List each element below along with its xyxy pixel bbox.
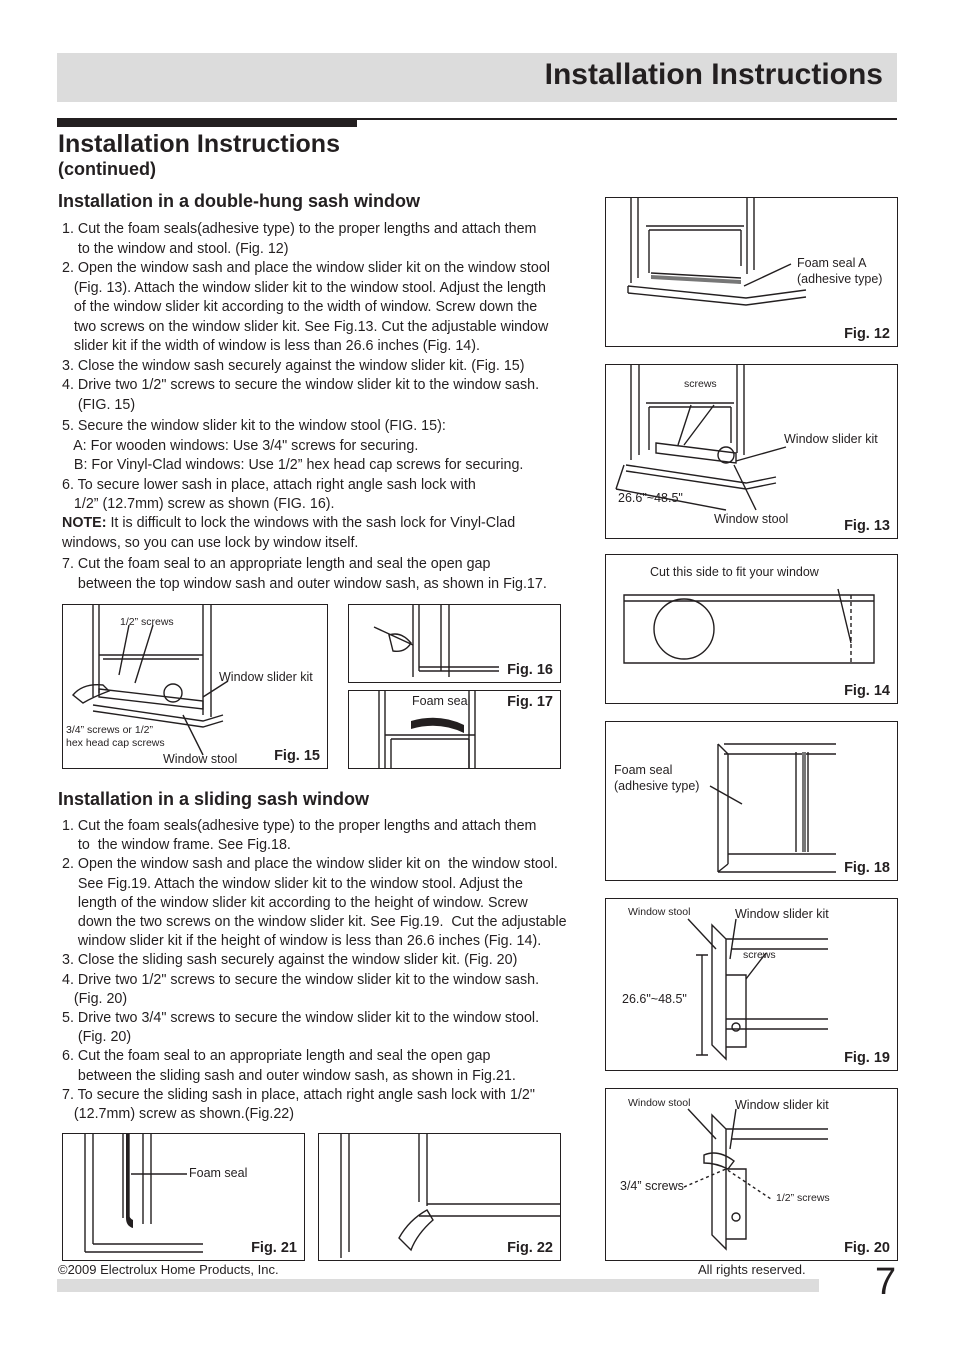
step-line: two screws on the window slider kit. See Fig.13. Cut the adjustable window	[62, 318, 549, 335]
fig13-stool: Window stool	[714, 512, 789, 526]
figure-20-drawing	[606, 1089, 897, 1260]
figure-19	[605, 898, 898, 1071]
step-line: 3. Close the window sash securely against the window slider kit. (Fig. 15)	[62, 357, 525, 374]
note-text: It is difficult to lock the windows with the sash lock for Vinyl-Clad	[106, 515, 516, 531]
note-block	[62, 514, 515, 553]
fig12-callout: Foam seal A (adhesive type)	[797, 256, 883, 286]
fig20-screws12: 1/2” screws	[776, 1192, 830, 1204]
fig19-stool: Window stool	[628, 906, 691, 918]
step-line: B: For Vinyl-Clad windows: Use 1/2” hex head cap screws for securing.	[62, 457, 524, 473]
step-line: (12.7mm) screw as shown.(Fig.22)	[62, 1106, 294, 1123]
fig17-seal: Foam seal	[412, 694, 471, 708]
fig13-screws: screws	[684, 378, 717, 390]
figure-12	[605, 197, 898, 347]
note-text: windows, so you can use lock by window itself.	[62, 534, 359, 551]
footer-bar	[57, 1279, 819, 1292]
fig12-label: Fig. 12	[844, 326, 890, 342]
fig15-screws: 1/2” screws	[120, 616, 174, 628]
step-line: 2. Open the window sash and place the window slider kit on the window stool	[62, 260, 550, 276]
step-line: 1. Cut the foam seals(adhesive type) to the proper lengths and attach them	[62, 221, 537, 237]
page-number: 7	[875, 1261, 897, 1303]
fig19-label: Fig. 19	[844, 1050, 890, 1066]
fig13-kit: Window slider kit	[784, 432, 878, 446]
fig15-kit: Window slider kit	[219, 670, 313, 684]
fig14-label: Fig. 14	[844, 683, 890, 699]
step-line: window slider kit if the height of window is less than 26.6 inches (Fig. 14).	[62, 933, 542, 950]
fig20-kit: Window slider kit	[735, 1098, 829, 1112]
fig14-cut: Cut this side to fit your window	[650, 565, 819, 579]
step-line: 6. To secure lower sash in place, attach right angle sash lock with	[62, 476, 476, 493]
figure-19-drawing	[606, 899, 897, 1070]
step-line: 7. To secure the sliding sash in place, attach right angle sash lock with 1/2"	[62, 1086, 535, 1103]
fig21-label: Fig. 21	[251, 1240, 297, 1256]
fig15-cap: 3/4” screws or 1/2” hex head cap screws	[66, 724, 165, 749]
step-line: 7. Cut the foam seal to an appropriate length and seal the open gap	[62, 556, 491, 572]
figure-22	[318, 1133, 561, 1261]
fig15-stool: Window stool	[163, 752, 238, 766]
step-line: A: For wooden windows: Use 3/4" screws for securing.	[62, 437, 419, 454]
figure-14	[605, 554, 898, 704]
step-line: (Fig. 13). Attach the window slider kit to the window stool. Adjust the length	[62, 279, 546, 296]
double-hung-steps-cont	[62, 555, 547, 594]
sliding-heading: Installation in a sliding sash window	[58, 789, 370, 809]
fig18-label: Fig. 18	[844, 860, 890, 876]
fig19-range: 26.6"~48.5"	[622, 992, 687, 1006]
step-line: 6. Cut the foam seal to an appropriate length and seal the open gap	[62, 1048, 491, 1065]
fig13-label: Fig. 13	[844, 518, 890, 534]
step-line: down the two screws on the window slider kit. See Fig.19. Cut the adjustable	[62, 914, 567, 931]
fig17-label: Fig. 17	[507, 694, 553, 710]
section-subtitle: (continued)	[58, 159, 156, 179]
section-title: Installation Instructions	[58, 130, 340, 158]
step-line: (FIG. 15)	[62, 396, 136, 413]
step-line: of the window slider kit according to the width of window. Screw down the	[62, 299, 538, 315]
step-line: (Fig. 20)	[62, 990, 128, 1007]
double-hung-steps	[62, 220, 550, 515]
fig20-stool: Window stool	[628, 1097, 691, 1109]
fig15-label: Fig. 15	[274, 748, 320, 764]
header-title: Installation Instructions	[544, 58, 883, 91]
fig19-screws: screws	[743, 949, 776, 961]
double-hung-heading: Installation in a double-hung sash window	[58, 191, 421, 211]
step-line: 5. Secure the window slider kit to the window stool (FIG. 15):	[62, 418, 446, 434]
step-line: slider kit if the width of window is less than 26.6 inches (Fig. 14).	[62, 338, 480, 354]
footer-copyright: ©2009 Electrolux Home Products, Inc.	[58, 1262, 279, 1277]
figure-17	[348, 690, 561, 769]
step-line: 2. Open the window sash and place the window slider kit on the window stool.	[62, 856, 558, 873]
fig18-seal: Foam seal (adhesive type)	[614, 763, 700, 793]
sliding-steps	[62, 817, 567, 1124]
figure-20	[605, 1088, 898, 1261]
step-line: 4. Drive two 1/2" screws to secure the window slider kit to the window sash.	[62, 971, 540, 988]
fig13-range: 26.6"~48.5"	[618, 491, 683, 505]
figure-18-drawing	[606, 722, 897, 880]
fig19-kit: Window slider kit	[735, 907, 829, 921]
step-line: between the sliding sash and outer window sash, as shown in Fig.21.	[62, 1067, 516, 1084]
fig20-label: Fig. 20	[844, 1240, 890, 1256]
step-line: length of the window slider kit according to the height of window. Screw	[62, 894, 528, 911]
figure-15	[62, 604, 328, 769]
header-bar	[57, 53, 897, 102]
step-line: See Fig.19. Attach the window slider kit to the window stool. Adjust the	[62, 875, 523, 892]
step-line: 5. Drive two 3/4" screws to secure the window slider kit to the window stool.	[62, 1010, 540, 1027]
fig20-screws34: 3/4” screws	[620, 1179, 684, 1193]
step-line: 1/2” (12.7mm) screw as shown (FIG. 16).	[62, 496, 335, 512]
figure-18	[605, 721, 898, 881]
figure-13	[605, 364, 898, 539]
step-line: to the window and stool. (Fig. 12)	[62, 240, 289, 257]
step-line: 1. Cut the foam seals(adhesive type) to the proper lengths and attach them	[62, 818, 537, 834]
fig22-label: Fig. 22	[507, 1240, 553, 1256]
step-line: (Fig. 20)	[62, 1029, 132, 1046]
figure-16	[348, 604, 561, 683]
step-line: 4. Drive two 1/2" screws to secure the window slider kit to the window sash.	[62, 377, 540, 393]
fig21-seal: Foam seal	[189, 1166, 248, 1180]
footer-rights: All rights reserved.	[698, 1262, 806, 1277]
fig16-label: Fig. 16	[507, 662, 553, 678]
note-label: NOTE:	[62, 515, 107, 531]
figure-21	[62, 1133, 305, 1261]
step-line: 3. Close the sliding sash securely against the window slider kit. (Fig. 20)	[62, 952, 518, 969]
section-rule-accent	[57, 118, 357, 127]
step-line: to the window frame. See Fig.18.	[62, 837, 291, 854]
step-line: between the top window sash and outer window sash, as shown in Fig.17.	[62, 575, 547, 592]
